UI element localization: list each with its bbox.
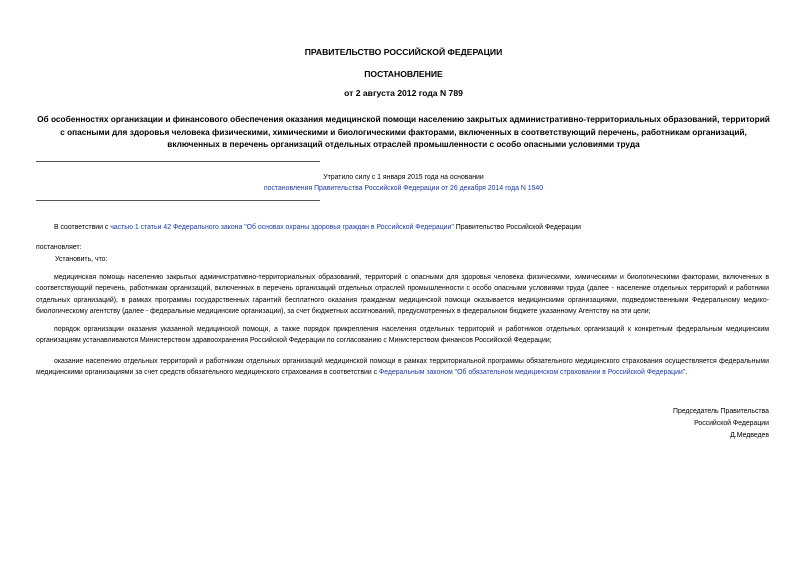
document-date-number: от 2 августа 2012 года N 789 <box>344 88 463 98</box>
insurance-law-link[interactable]: Федеральным законом "Об обязательном медицинском страховании в Российской Федерации" <box>378 369 686 377</box>
basis-law-link[interactable]: частью 1 статьи 42 Федерального закона "Об основах охраны здоровья граждан в Российской Федерации" <box>110 224 454 231</box>
signature-name: Д.Медведев <box>730 431 769 439</box>
paragraph-establish: Установить, что: <box>55 256 108 263</box>
signature-country: Российской Федерации <box>694 419 769 427</box>
repeal-note-link-line <box>0 185 807 192</box>
repeal-decree-link[interactable]: постановления Правительства Российской Федерации от 26 декабря 2014 года N 1540 <box>263 185 544 192</box>
paragraph-item-2: порядок организации оказания указанной медицинской помощи, а также порядок прикрепления населения отдельных территорий и работников отдельных организаций к конкретным федеральным медицинским организациям устанавливаются Министерством здравоохранения Российской Федерации по согласованию с Министерством финансов Российской Федерации; <box>36 326 769 345</box>
divider-bottom <box>36 200 320 201</box>
basis-prefix: В соответствии с <box>54 224 111 231</box>
item3-suffix: . <box>685 369 688 377</box>
paragraph-item-1: медицинская помощь населению закрытых административно-территориальных образований, территорий с опасными для здоровья человека физическими, химическими и биологическими факторами, включенных в соответствующий перечень, работникам организаций, включенных в перечень организаций отдельных отраслей промышленности с особо опасными условиями труда (далее - население отдельных территорий и работники отдельных организаций), в рамках программы государственных гарантий бесплатного оказания гражданам медицинской помощи оказывается медицинскими организациями, подведомственными Федеральному медико-биологическому агентству (далее - федеральные медицинские организации), за счет бюджетных ассигнований, предусмотренных в федеральном бюджете указанному Агентству на эти цели; <box>36 274 769 315</box>
paragraph-item-3 <box>36 356 769 379</box>
item3-prefix: оказание населению отдельных территорий и работникам отдельных организаций медицинской помощи в рамках территориальной программы обязательного медицинского страхования осуществляется федеральными медицинскими организациями за счет средств обязательного медицинского страхования в соответствии с <box>36 358 769 377</box>
basis-suffix: Правительство Российской Федерации <box>453 224 582 231</box>
document-type-heading: ПОСТАНОВЛЕНИЕ <box>364 69 443 79</box>
signature-position: Председатель Правительства <box>673 408 769 415</box>
government-heading: ПРАВИТЕЛЬСТВО РОССИЙСКОЙ ФЕДЕРАЦИИ <box>304 47 503 57</box>
paragraph-decree: постановляет: <box>36 244 82 251</box>
document-title: Об особенностях организации и финансового обеспечения оказания медицинской помощи населению закрытых административно-территориальных образований, территорий с опасными для здоровья человека физическими, химическими и биологическими факторами, включенных в соответствующий перечень, работникам организаций, включенных в перечень организаций отдельных отраслей промышленности с особо опасными условиями труда <box>37 114 770 149</box>
repeal-note: Утратило силу с 1 января 2015 года на основании <box>323 174 484 181</box>
divider-top <box>36 161 320 162</box>
paragraph-basis <box>36 222 769 233</box>
signature-block <box>673 406 769 441</box>
